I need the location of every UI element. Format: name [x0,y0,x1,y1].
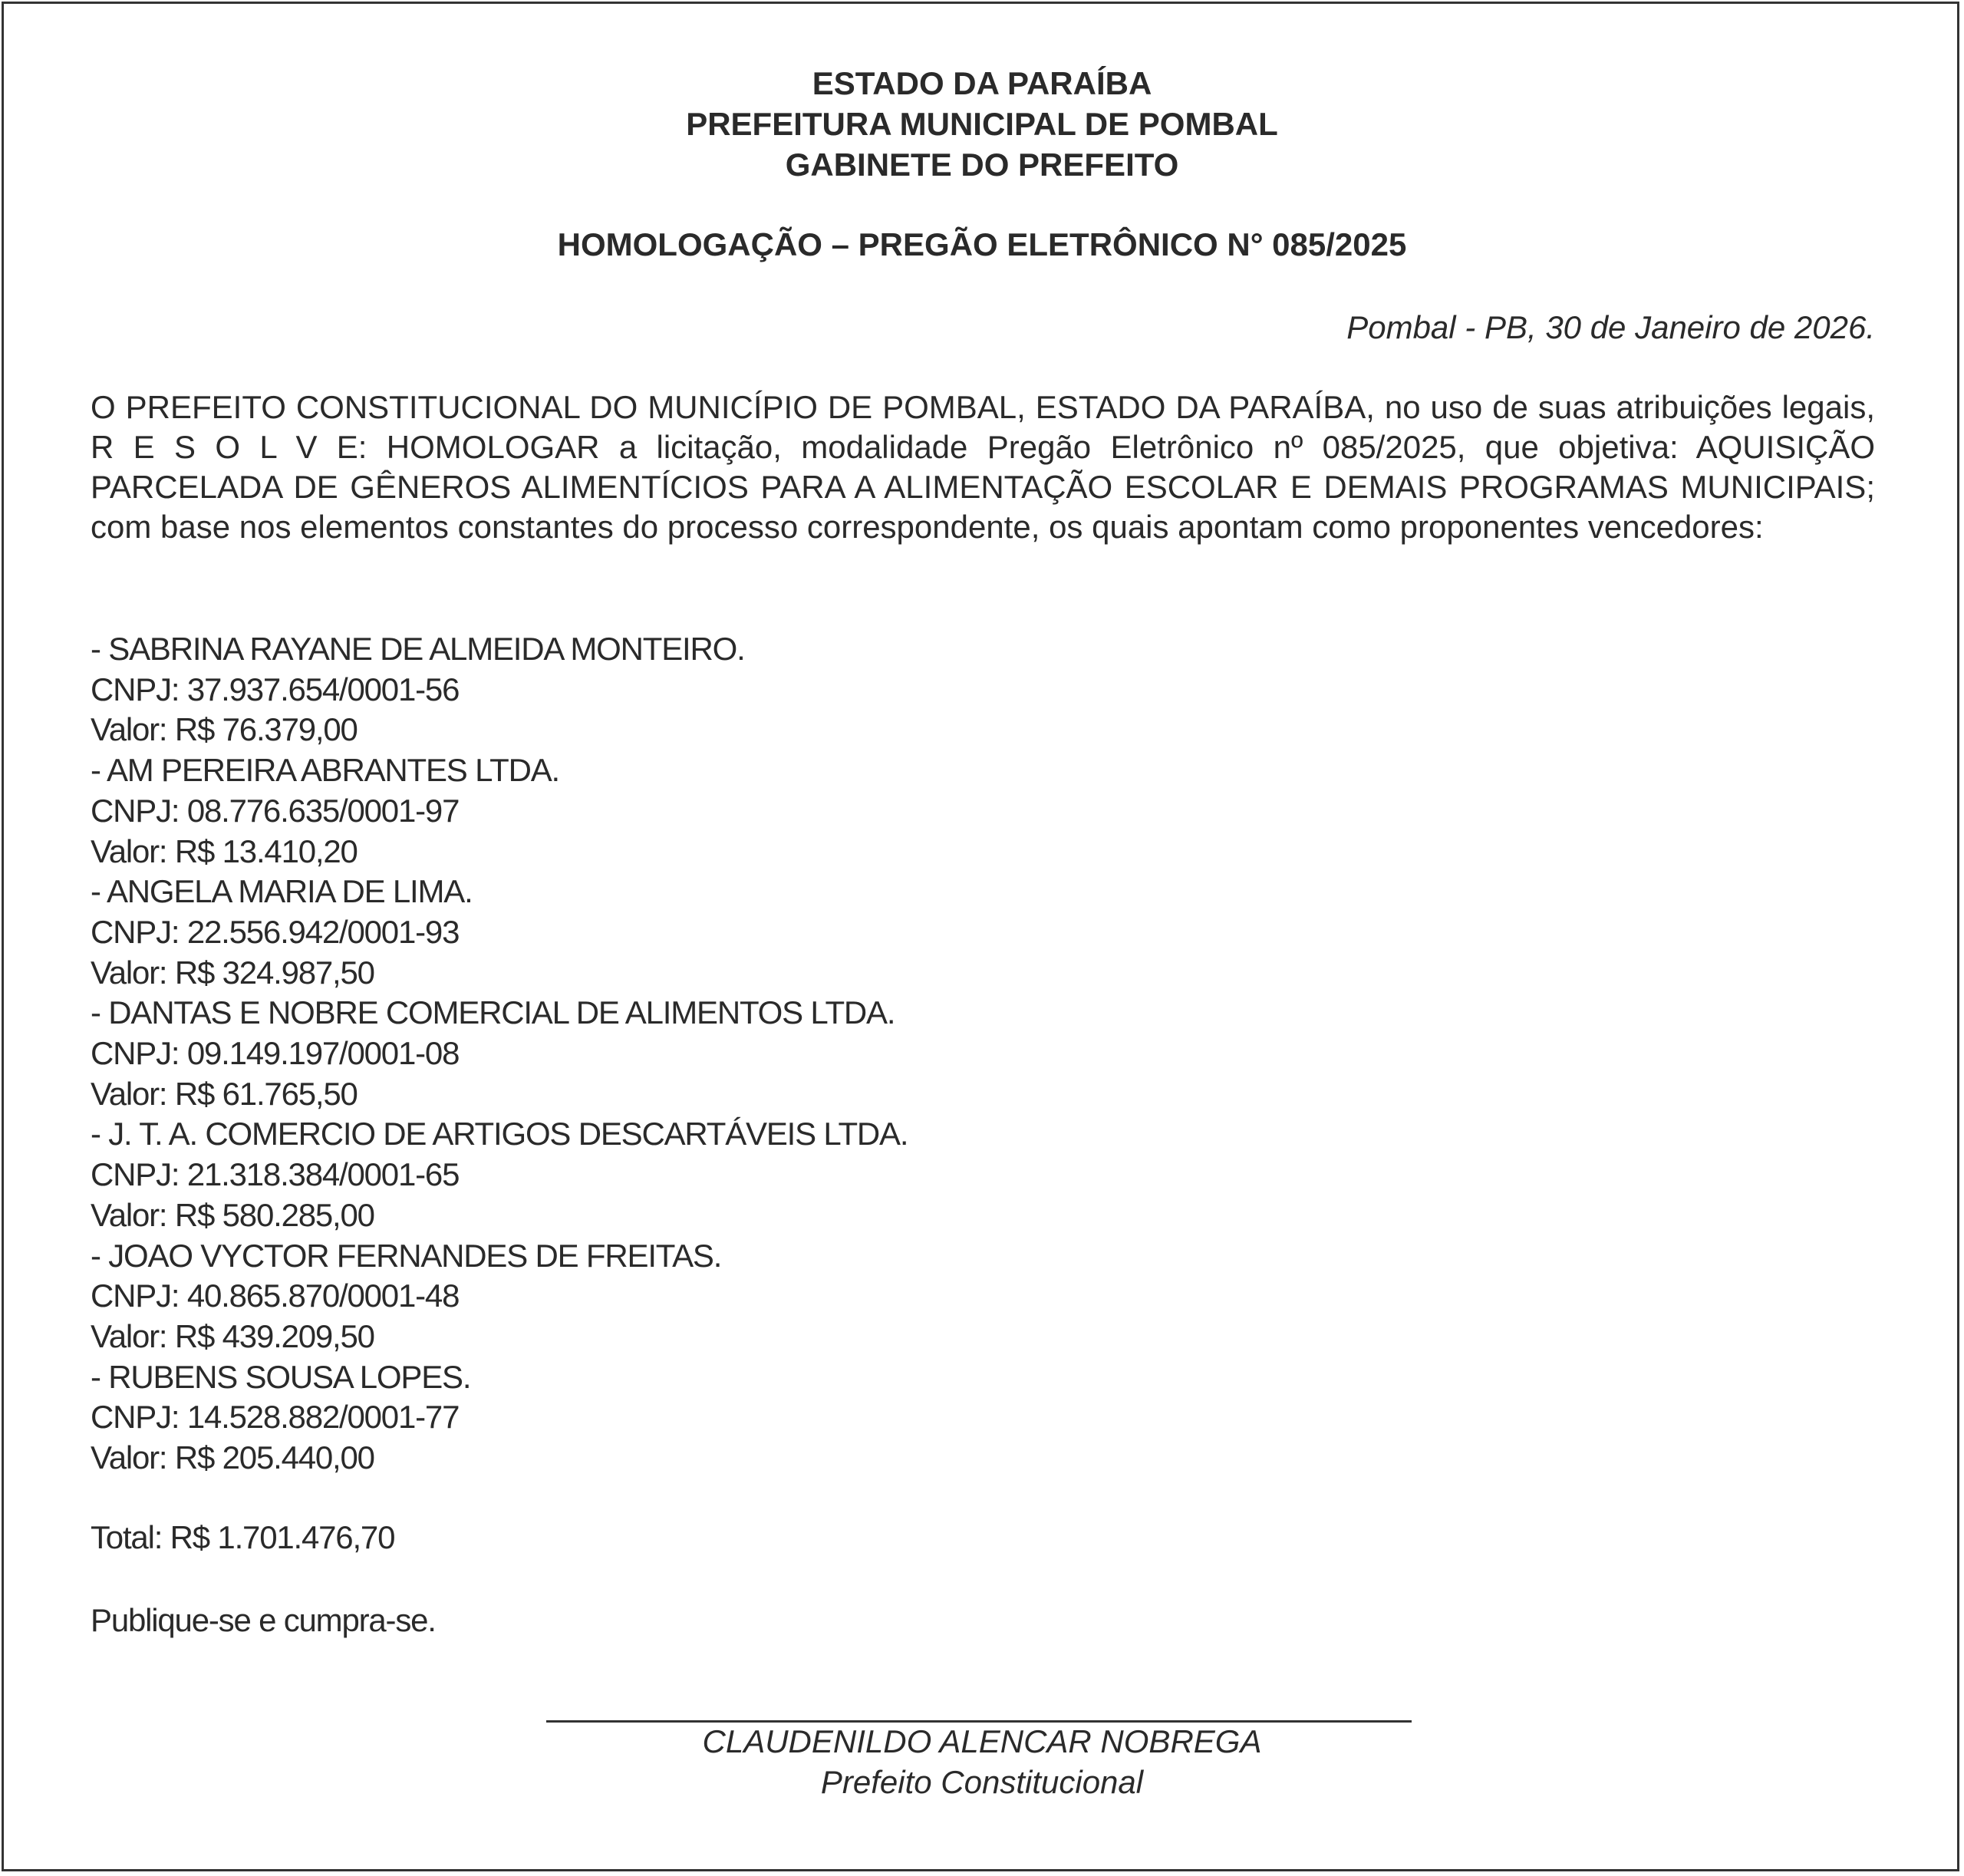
winner-entry [91,750,908,872]
header-office: GABINETE DO PREFEITO [785,147,1179,183]
winner-cnpj: CNPJ: 09.149.197/0001-08 [91,1035,460,1072]
header-municipality: PREFEITURA MUNICIPAL DE POMBAL [686,106,1278,142]
winner-value: Valor: R$ 324.987,50 [91,954,374,991]
header-state: ESTADO DA PARAÍBA [812,65,1152,101]
winner-entry [91,993,908,1114]
winner-value: Valor: R$ 76.379,00 [91,711,358,748]
winner-entry [91,872,908,993]
winner-value: Valor: R$ 580.285,00 [91,1196,374,1233]
winner-cnpj: CNPJ: 37.937.654/0001-56 [91,671,460,707]
winner-value: Valor: R$ 61.765,50 [91,1075,358,1112]
winner-name: - AM PEREIRA ABRANTES LTDA. [91,752,559,789]
winner-entry [91,1236,908,1357]
winners-list [91,629,908,1479]
winner-entry [91,1114,908,1235]
document-date: Pombal - PB, 30 de Janeiro de 2026. [1346,309,1875,345]
winner-name: - SABRINA RAYANE DE ALMEIDA MONTEIRO. [91,631,745,667]
winner-name: - J. T. A. COMERCIO DE ARTIGOS DESCARTÁVEIS LTDA. [91,1116,908,1152]
winner-cnpj: CNPJ: 14.528.882/0001-77 [91,1399,460,1436]
winner-name: - JOAO VYCTOR FERNANDES DE FREITAS. [91,1237,722,1274]
document-title: HOMOLOGAÇÃO – PREGÃO ELETRÔNICO N° 085/2025 [557,226,1407,262]
winner-value: Valor: R$ 205.440,00 [91,1439,374,1476]
winner-value: Valor: R$ 439.209,50 [91,1317,374,1354]
resolution-paragraph: O PREFEITO CONSTITUCIONAL DO MUNICÍPIO DE POMBAL, ESTADO DA PARAÍBA, no uso de suas atribuições legais, R E S O L V E: HOMOLOGAR a licitação, modalidade Pregão Eletrônico nº 085/2025, que objetiva: AQUISIÇÃO PARCELADA DE GÊNEROS ALIMENTÍCIOS PARA A ALIMENTAÇÃO ESCOLAR E DEMAIS PROGRAMAS MUNICIPAIS; com base nos elementos constantes do processo correspondente, os quais apontam como proponentes vencedores: [91,389,1875,545]
winner-name: - ANGELA MARIA DE LIMA. [91,873,473,910]
winner-entry [91,1357,908,1479]
closing-statement: Publique-se e cumpra-se. [91,1602,436,1638]
signatory-role: Prefeito Constitucional [820,1764,1144,1800]
winner-name: - RUBENS SOUSA LOPES. [91,1358,471,1395]
winner-name: - DANTAS E NOBRE COMERCIAL DE ALIMENTOS LTDA. [91,994,895,1031]
winner-cnpj: CNPJ: 40.865.870/0001-48 [91,1278,460,1314]
document-header [0,63,1964,185]
signatory-name: CLAUDENILDO ALENCAR NOBREGA [702,1723,1262,1759]
total-amount: Total: R$ 1.701.476,70 [91,1519,395,1555]
winner-cnpj: CNPJ: 08.776.635/0001-97 [91,792,460,829]
winner-cnpj: CNPJ: 21.318.384/0001-65 [91,1156,460,1193]
winner-cnpj: CNPJ: 22.556.942/0001-93 [91,913,460,950]
winner-value: Valor: R$ 13.410,20 [91,832,358,869]
winner-entry [91,629,908,750]
